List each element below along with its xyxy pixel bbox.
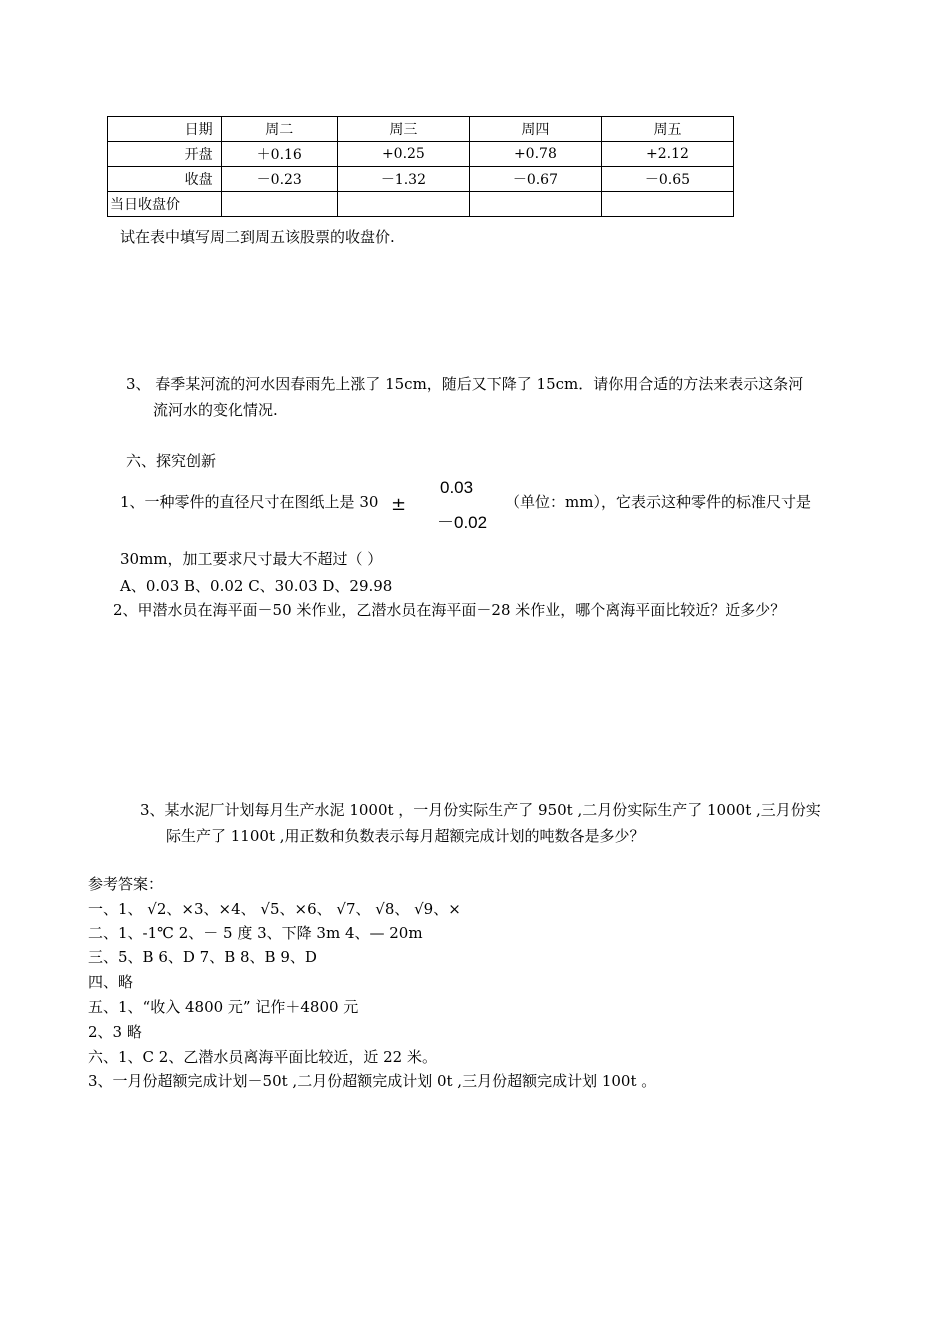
question-1-line2: 30mm，加工要求尺寸最大不超过（ ） [120,550,383,568]
table-cell: +0.25 [337,142,469,167]
table-row [108,167,734,192]
answer-line: 四、略 [88,973,134,991]
stock-price-table [107,116,734,217]
question-3-line2: 流河水的变化情况. [153,401,278,419]
answer-line: 六、1、C 2、乙潜水员离海平面比较近，近 22 米。 [88,1048,437,1066]
table-cell: －1.32 [337,167,469,192]
table-cell: ＋0.16 [221,142,337,167]
question-3-line1: 3、某水泥厂计划每月生产水泥 1000t ，一月份实际生产了 950t ,二月份实际生产了 1000t ,三月份实 [140,801,821,819]
table-cell: 开盘 [108,142,222,167]
table-cell: 周三 [337,117,469,142]
plus-minus-sign: ± [391,494,407,515]
table-cell: －0.67 [469,167,601,192]
tolerance-upper: 0.03 [440,478,474,497]
table-cell: +2.12 [601,142,733,167]
answer-line: 三、5、B 6、D 7、B 8、B 9、D [88,948,317,966]
table-header-row [108,117,734,142]
table-cell: －0.65 [601,167,733,192]
tolerance-lower: －0.02 [437,513,488,532]
table-cell-empty[interactable] [601,192,733,217]
table-cell-empty[interactable] [221,192,337,217]
table-cell: －0.23 [221,167,337,192]
answer-line: 五、1、“收入 4800 元” 记作＋4800 元 [88,998,359,1016]
table-cell: 日期 [108,117,222,142]
table-cell-empty[interactable] [469,192,601,217]
table-row [108,192,734,217]
answer-line: 二、1、-1℃ 2、－ 5 度 3、下降 3m 4、— 20m [88,924,423,942]
answer-choices: A、0.03 B、0.02 C、30.03 D、29.98 [120,577,393,595]
question-2: 2、甲潜水员在海平面－50 米作业，乙潜水员在海平面－28 米作业，哪个离海平面比较近？近多少？ [113,601,786,619]
question-1-text: 1、一种零件的直径尺寸在图纸上是 30 [120,493,379,511]
table-cell: +0.78 [469,142,601,167]
table-row [108,142,734,167]
answers-title: 参考答案： [88,875,164,893]
table-cell-empty[interactable] [337,192,469,217]
question-1-unit: （单位：mm），它表示这种零件的标准尺寸是 [505,493,811,511]
answer-line: 3、一月份超额完成计划－50t ,二月份超额完成计划 0t ,三月份超额完成计划 100t 。 [88,1072,657,1090]
table-cell: 周二 [221,117,337,142]
section-title-six: 六、探究创新 [126,452,217,470]
table-cell: 当日收盘价 [108,192,222,217]
table-cell: 收盘 [108,167,222,192]
table-cell: 周五 [601,117,733,142]
answer-line: 2、3 略 [88,1023,142,1041]
question-3-line2: 际生产了 1100t ,用正数和负数表示每月超额完成计划的吨数各是多少？ [166,827,645,845]
answer-line: 一、1、 √2、×3、×4、 √5、×6、 √7、 √8、 √9、× [88,900,461,918]
fill-prompt: 试在表中填写周二到周五该股票的收盘价. [120,228,395,246]
question-3-line1: 3、 春季某河流的河水因春雨先上涨了 15cm，随后又下降了 15cm．请你用合适的方法来表示这条河 [126,375,804,393]
table-cell: 周四 [469,117,601,142]
